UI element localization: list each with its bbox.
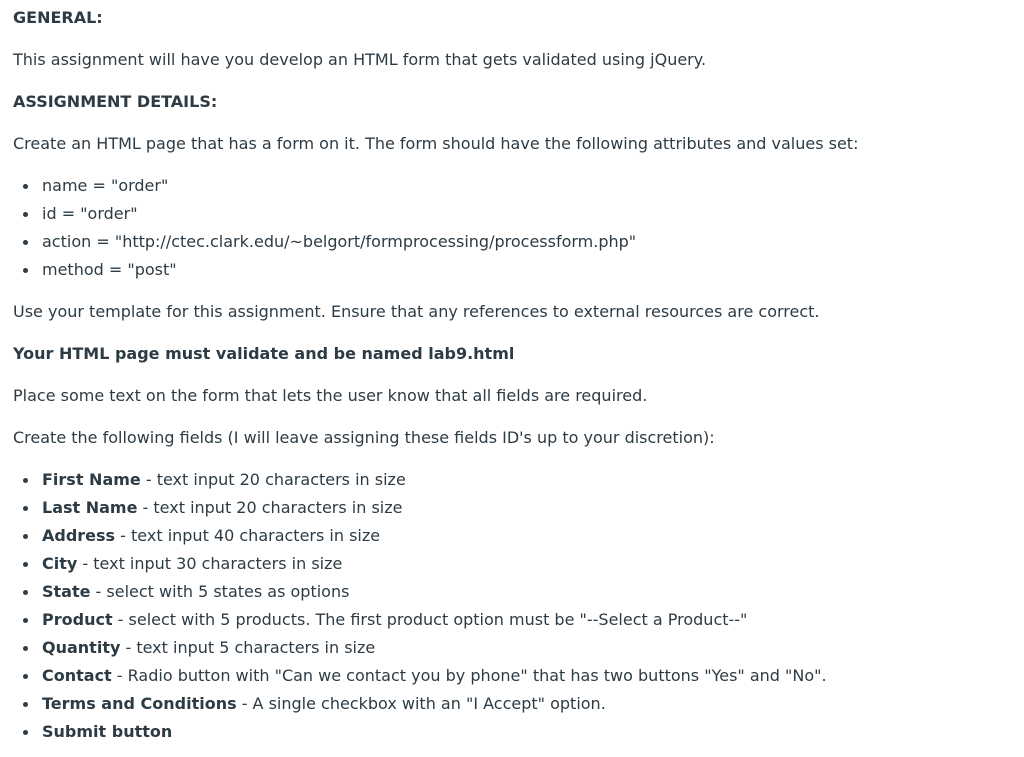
fields-intro: Create the following fields (I will leave assigning these fields ID's up to your discretion): — [13, 428, 715, 447]
field-name: Terms and Conditions — [42, 694, 237, 713]
field-name: Quantity — [42, 638, 121, 657]
bullet-icon — [23, 646, 28, 651]
required-note: Place some text on the form that lets the user know that all fields are required. — [13, 386, 648, 405]
bullet-icon — [23, 268, 28, 273]
field-name: Address — [42, 526, 116, 545]
bullet-icon — [23, 618, 28, 623]
list-item: id = "order" — [0, 204, 636, 232]
field-name: First Name — [42, 470, 141, 489]
bullet-icon — [23, 562, 28, 567]
field-desc: - select with 5 states as options — [90, 582, 350, 601]
form-attributes-list — [0, 176, 636, 288]
bullet-icon — [23, 730, 28, 735]
list-item — [0, 666, 827, 694]
list-item — [0, 582, 827, 610]
bullet-icon — [23, 184, 28, 189]
fields-list — [0, 470, 827, 750]
bullet-icon — [23, 674, 28, 679]
list-item — [0, 554, 827, 582]
template-note: Use your template for this assignment. Ensure that any references to external resources are correct. — [13, 302, 820, 321]
validate-note: Your HTML page must validate and be named lab9.html — [13, 344, 515, 363]
bullet-icon — [23, 212, 28, 217]
field-name: Submit button — [42, 722, 173, 741]
field-name: Contact — [42, 666, 112, 685]
field-name: Product — [42, 610, 113, 629]
list-item — [0, 498, 827, 526]
details-heading: ASSIGNMENT DETAILS: — [13, 92, 218, 111]
field-desc: - text input 20 characters in size — [140, 470, 406, 489]
field-desc: - text input 5 characters in size — [120, 638, 376, 657]
field-name: City — [42, 554, 78, 573]
bullet-icon — [23, 534, 28, 539]
list-item — [0, 638, 827, 666]
list-item — [0, 470, 827, 498]
general-text: This assignment will have you develop an HTML form that gets validated using jQuery. — [13, 50, 707, 69]
bullet-icon — [23, 702, 28, 707]
field-desc: - text input 40 characters in size — [115, 526, 381, 545]
field-desc: - text input 30 characters in size — [77, 554, 343, 573]
field-desc: - text input 20 characters in size — [137, 498, 403, 517]
list-item — [0, 694, 827, 722]
field-desc: - Radio button with "Can we contact you by phone" that has two buttons "Yes" and "No". — [111, 666, 827, 685]
bullet-icon — [23, 240, 28, 245]
bullet-icon — [23, 478, 28, 483]
list-item: action = "http://ctec.clark.edu/~belgort/formprocessing/processform.php" — [0, 232, 636, 260]
list-item: name = "order" — [0, 176, 636, 204]
list-item — [0, 722, 827, 750]
field-name: State — [42, 582, 91, 601]
list-item — [0, 610, 827, 638]
general-heading: GENERAL: — [13, 8, 103, 27]
field-desc: - select with 5 products. The first product option must be "--Select a Product--" — [112, 610, 748, 629]
details-intro: Create an HTML page that has a form on it. The form should have the following attributes and values set: — [13, 134, 859, 153]
field-desc: - A single checkbox with an "I Accept" option. — [236, 694, 606, 713]
field-name: Last Name — [42, 498, 138, 517]
bullet-icon — [23, 506, 28, 511]
list-item — [0, 526, 827, 554]
list-item: method = "post" — [0, 260, 636, 288]
bullet-icon — [23, 590, 28, 595]
